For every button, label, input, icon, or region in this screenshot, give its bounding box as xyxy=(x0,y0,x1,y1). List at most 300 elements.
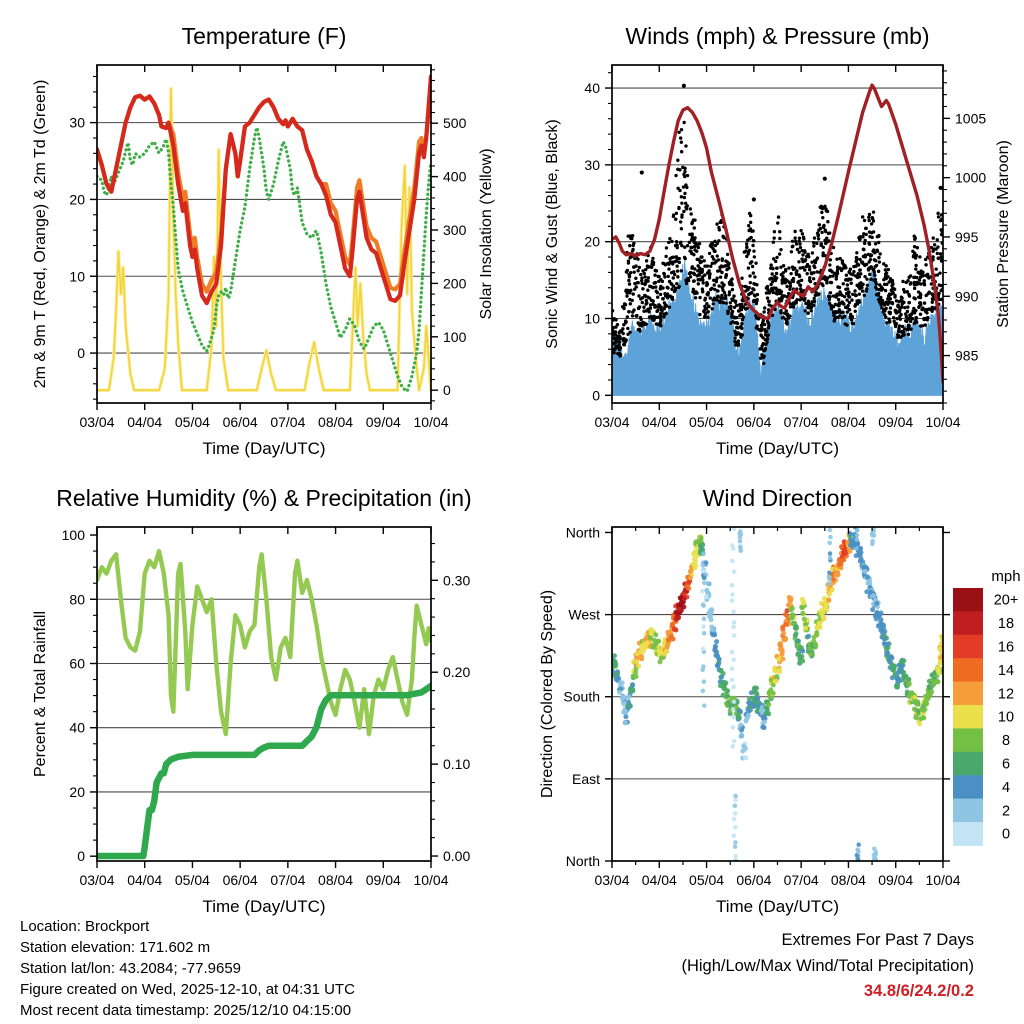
gust-dot xyxy=(863,239,866,242)
gust-dot xyxy=(851,315,854,318)
gust-dot xyxy=(861,235,864,238)
colorbar-tick-label: 10 xyxy=(997,709,1015,726)
gust-dot xyxy=(830,281,833,284)
gust-dot xyxy=(668,257,671,260)
gust-dot xyxy=(779,311,782,314)
gust-dot xyxy=(664,255,667,258)
direction-dot xyxy=(688,575,693,580)
direction-dot xyxy=(907,681,912,686)
gust-dot xyxy=(632,292,635,295)
gust-dot xyxy=(881,299,884,302)
x-tick-label: 07/04 xyxy=(270,872,306,888)
gust-dot xyxy=(701,290,704,293)
gust-dot xyxy=(838,267,841,270)
gust-dot xyxy=(628,291,631,294)
gust-dot xyxy=(860,286,863,289)
gust-dot xyxy=(645,259,648,262)
gust-dot xyxy=(816,256,819,259)
direction-dot xyxy=(733,811,738,816)
gust-dot xyxy=(874,259,877,262)
gust-dot xyxy=(877,241,880,244)
gust-dot xyxy=(923,283,926,286)
gust-dot xyxy=(885,272,888,275)
gust-dot xyxy=(874,242,877,245)
gust-dot xyxy=(732,294,735,297)
gust-dot xyxy=(702,310,705,313)
gust-dot xyxy=(684,257,687,260)
direction-dot xyxy=(730,666,735,671)
gust-dot xyxy=(905,290,908,293)
direction-dot xyxy=(738,709,743,714)
gust-dot xyxy=(774,292,777,295)
gust-dot xyxy=(852,270,855,273)
gust-dot xyxy=(867,219,870,222)
gust-dot xyxy=(639,273,642,276)
gust-dot xyxy=(659,324,662,327)
gust_outliers-dot xyxy=(640,170,644,174)
direction-dot xyxy=(856,842,861,847)
direction-dot xyxy=(754,686,759,691)
gust_outliers-dot xyxy=(752,197,756,201)
gust-dot xyxy=(766,296,769,299)
gust-dot xyxy=(752,271,755,274)
gust-dot xyxy=(702,281,705,284)
gust-dot xyxy=(789,285,792,288)
gust-dot xyxy=(686,244,689,247)
gust-dot xyxy=(719,296,722,299)
gust-dot xyxy=(858,275,861,278)
gust-dot xyxy=(703,273,706,276)
gust-dot xyxy=(795,298,798,301)
gust-dot xyxy=(823,239,826,242)
direction-dot xyxy=(682,596,687,601)
gust-dot xyxy=(642,306,645,309)
gust-dot xyxy=(882,262,885,265)
colorbar-cell xyxy=(953,588,983,612)
gust-dot xyxy=(661,280,664,283)
gust-dot xyxy=(697,246,700,249)
gust-dot xyxy=(782,264,785,267)
x-tick-label: 07/04 xyxy=(783,414,819,430)
gust-dot xyxy=(837,304,840,307)
gust-dot xyxy=(631,248,634,251)
gust-dot xyxy=(651,257,654,260)
colorbar-tick-label: 18 xyxy=(997,616,1015,633)
gust-dot xyxy=(924,258,927,261)
gust-dot xyxy=(895,311,898,314)
gust-dot xyxy=(784,278,787,281)
direction-dot xyxy=(676,607,681,612)
y-right-tick-label: 995 xyxy=(955,228,979,245)
gust-dot xyxy=(643,272,646,275)
gust-dot xyxy=(892,292,895,295)
direction-dot xyxy=(664,649,669,654)
y-axis-label-right: Station Pressure (Maroon) xyxy=(995,140,1012,328)
gust-dot xyxy=(674,287,677,290)
gust-dot xyxy=(937,215,940,218)
direction-dot xyxy=(772,668,777,673)
gust-dot xyxy=(875,264,878,267)
direction-dot xyxy=(855,537,860,542)
direction-dot xyxy=(738,723,743,728)
gust-dot xyxy=(739,333,742,336)
gust-dot xyxy=(811,251,814,254)
gust-dot xyxy=(919,292,922,295)
gust-dot xyxy=(614,325,617,328)
gust-dot xyxy=(686,174,689,177)
y-left-tick-label: 60 xyxy=(69,655,85,672)
gust-dot xyxy=(907,333,910,336)
y-axis-label-left: Sonic Wind & Gust (Blue, Black) xyxy=(544,119,561,349)
gust-dot xyxy=(628,275,631,278)
gust-dot xyxy=(866,284,869,287)
gust-dot xyxy=(914,267,917,270)
direction-dot xyxy=(895,679,900,684)
gust-dot xyxy=(909,282,912,285)
gust-dot xyxy=(805,265,808,268)
gust-dot xyxy=(741,299,744,302)
gust-dot xyxy=(850,298,853,301)
gust-dot xyxy=(858,269,861,272)
y-right-tick-label: 200 xyxy=(443,275,467,292)
gust-dot xyxy=(756,293,759,296)
direction-dot xyxy=(730,592,735,597)
gust-dot xyxy=(919,282,922,285)
x-tick-label: 10/04 xyxy=(413,872,449,888)
direction-dot xyxy=(733,844,738,849)
direction-dot xyxy=(820,610,825,615)
gust-dot xyxy=(702,259,705,262)
direction-dot xyxy=(828,535,833,540)
gust-dot xyxy=(886,297,889,300)
gust-dot xyxy=(829,304,832,307)
gust-dot xyxy=(625,294,628,297)
gust-dot xyxy=(854,294,857,297)
x-tick-label: 06/04 xyxy=(222,872,258,888)
gust-dot xyxy=(837,293,840,296)
gust-dot xyxy=(914,319,917,322)
x-axis-label: Time (Day/UTC) xyxy=(715,439,840,458)
gust-dot xyxy=(744,289,747,292)
direction-dot xyxy=(702,679,707,684)
gust-dot xyxy=(818,223,821,226)
gust-dot xyxy=(793,230,796,233)
gust-dot xyxy=(733,336,736,339)
gust-dot xyxy=(689,207,692,210)
y-left-tick-label: 0 xyxy=(77,848,85,865)
direction-dot xyxy=(793,633,798,638)
gust-dot xyxy=(824,278,827,281)
direction-dot xyxy=(874,850,879,855)
gust-dot xyxy=(683,196,686,199)
gust-dot xyxy=(928,275,931,278)
gust-dot xyxy=(637,294,640,297)
x-tick-label: 08/04 xyxy=(830,414,866,430)
gust-dot xyxy=(764,330,767,333)
gust-dot xyxy=(813,300,816,303)
gust-dot xyxy=(744,307,747,310)
gust-dot xyxy=(735,326,738,329)
gust-dot xyxy=(762,362,765,365)
gust-dot xyxy=(914,236,917,239)
gust-dot xyxy=(786,322,789,325)
gust-dot xyxy=(822,224,825,227)
y-left-tick-label: 20 xyxy=(584,233,600,250)
gust-dot xyxy=(637,281,640,284)
direction-dot xyxy=(731,725,736,730)
gust-dot xyxy=(907,301,910,304)
gust-dot xyxy=(936,212,939,215)
gust-dot xyxy=(799,246,802,249)
gust-dot xyxy=(862,255,865,258)
x-tick-label: 05/04 xyxy=(689,414,725,430)
gust-dot xyxy=(846,283,849,286)
gust-dot xyxy=(659,285,662,288)
gust-dot xyxy=(638,266,641,269)
gust-dot xyxy=(936,238,939,241)
gust-dot xyxy=(692,279,695,282)
x-tick-label: 04/04 xyxy=(641,872,677,888)
gust-dot xyxy=(636,269,639,272)
y-left-tick-label: 10 xyxy=(69,268,85,285)
gust-dot xyxy=(698,296,701,299)
gust-dot xyxy=(834,303,837,306)
gust-dot xyxy=(748,286,751,289)
gust-dot xyxy=(772,241,775,244)
gust-dot xyxy=(717,284,720,287)
extremes-title: Extremes For Past 7 Days xyxy=(781,931,974,949)
gust-dot xyxy=(885,283,888,286)
gust-dot xyxy=(624,303,627,306)
gust-dot xyxy=(666,286,669,289)
gust-dot xyxy=(773,230,776,233)
gust-dot xyxy=(740,308,743,311)
gust-dot xyxy=(787,280,790,283)
gust-dot xyxy=(845,298,848,301)
gust-dot xyxy=(812,244,815,247)
gust-dot xyxy=(777,215,780,218)
colorbar-tick-label: 16 xyxy=(997,639,1015,656)
gust-dot xyxy=(675,240,678,243)
gust-dot xyxy=(763,306,766,309)
direction-dot xyxy=(732,569,737,574)
y-left-tick-label: North xyxy=(565,524,600,541)
gust-dot xyxy=(798,236,801,239)
gust-dot xyxy=(936,245,939,248)
direction-dot xyxy=(740,749,745,754)
gust-dot xyxy=(730,297,733,300)
direction-dot xyxy=(628,688,633,693)
gust-dot xyxy=(933,243,936,246)
gust-dot xyxy=(720,271,723,274)
gust-dot xyxy=(692,218,695,221)
direction-dot xyxy=(630,683,635,688)
direction-dot xyxy=(789,607,794,612)
gust-dot xyxy=(735,316,738,319)
direction-dot xyxy=(739,532,744,537)
gust-dot xyxy=(656,296,659,299)
x-axis-label: Time (Day/UTC) xyxy=(202,897,326,916)
gust-dot xyxy=(785,285,788,288)
colorbar-cell xyxy=(953,822,983,846)
direction-dot xyxy=(731,609,736,614)
x-tick-label: 03/04 xyxy=(594,872,630,888)
gust-dot xyxy=(834,316,837,319)
gust-dot xyxy=(855,256,858,259)
gust-dot xyxy=(745,242,748,245)
chart-title: Winds (mph) & Pressure (mb) xyxy=(625,23,930,49)
gust-dot xyxy=(881,287,884,290)
gust-dot xyxy=(645,322,648,325)
gust-dot xyxy=(877,298,880,301)
gust-dot xyxy=(828,231,831,234)
gust-dot xyxy=(667,241,670,244)
gust-dot xyxy=(861,215,864,218)
gust-dot xyxy=(748,249,751,252)
gust-dot xyxy=(768,290,771,293)
gust-dot xyxy=(872,230,875,233)
gust-dot xyxy=(729,301,732,304)
y-right-tick-label: 0.00 xyxy=(443,848,471,865)
gust-dot xyxy=(710,243,713,246)
gust-dot xyxy=(689,212,692,215)
gust-dot xyxy=(622,306,625,309)
gust-dot xyxy=(693,267,696,270)
gust-dot xyxy=(919,269,922,272)
gust-dot xyxy=(720,264,723,267)
direction-dot xyxy=(746,713,751,718)
colorbar-cell xyxy=(953,611,983,635)
direction-dot xyxy=(639,654,644,659)
gust-dot xyxy=(676,275,679,278)
gust-dot xyxy=(799,229,802,232)
gust-dot xyxy=(897,327,900,330)
direction-dot xyxy=(700,589,705,594)
gust-dot xyxy=(715,222,718,225)
gust-dot xyxy=(924,323,927,326)
gust_outliers-dot xyxy=(823,177,827,181)
gust-dot xyxy=(654,285,657,288)
gust-dot xyxy=(880,306,883,309)
gust-dot xyxy=(706,293,709,296)
gust-dot xyxy=(914,309,917,312)
gust-dot xyxy=(837,298,840,301)
gust-dot xyxy=(854,310,857,313)
direction-dot xyxy=(803,626,808,631)
gust-dot xyxy=(923,301,926,304)
gust-dot xyxy=(791,303,794,306)
gust-dot xyxy=(779,248,782,251)
colorbar-tick-label: 14 xyxy=(997,662,1015,679)
y-right-tick-label: 400 xyxy=(443,168,467,185)
gust-dot xyxy=(877,256,880,259)
gust-dot xyxy=(764,333,767,336)
gust-dot xyxy=(812,277,815,280)
gust-dot xyxy=(848,295,851,298)
gust-dot xyxy=(683,170,686,173)
gust-dot xyxy=(680,141,683,144)
gust-dot xyxy=(848,308,851,311)
direction-dot xyxy=(701,563,706,568)
gust-dot xyxy=(867,260,870,263)
gust-dot xyxy=(909,313,912,316)
gust-dot xyxy=(777,288,780,291)
gust-dot xyxy=(716,289,719,292)
gust-dot xyxy=(644,279,647,282)
gust-dot xyxy=(854,303,857,306)
gust-dot xyxy=(628,256,631,259)
direction-dot xyxy=(814,633,819,638)
gust-dot xyxy=(653,274,656,277)
gust-dot xyxy=(762,355,765,358)
gust-dot xyxy=(873,274,876,277)
gust-dot xyxy=(814,261,817,264)
gust-dot xyxy=(703,315,706,318)
gust-dot xyxy=(680,195,683,198)
gust-dot xyxy=(770,272,773,275)
gust-dot xyxy=(676,269,679,272)
y-axis-label-left: Percent & Total Rainfall xyxy=(32,610,49,778)
gust-dot xyxy=(621,332,624,335)
gust-dot xyxy=(758,328,761,331)
gust-dot xyxy=(835,257,838,260)
direction-dot xyxy=(732,834,737,839)
direction-dot xyxy=(778,641,783,646)
plot-border xyxy=(97,65,431,403)
gust-dot xyxy=(829,258,832,261)
gust-dot xyxy=(855,251,858,254)
gust-dot xyxy=(797,260,800,263)
gust-dot xyxy=(791,245,794,248)
gust-dot xyxy=(785,309,788,312)
gust-dot xyxy=(828,263,831,266)
direction-dot xyxy=(701,689,706,694)
gust-dot xyxy=(862,248,865,251)
direction-dot xyxy=(645,641,650,646)
gust-dot xyxy=(850,318,853,321)
gust-dot xyxy=(670,282,673,285)
x-tick-label: 05/04 xyxy=(174,414,210,430)
gust-dot xyxy=(903,306,906,309)
gust-dot xyxy=(762,310,765,313)
gust-dot xyxy=(812,241,815,244)
gust-dot xyxy=(649,303,652,306)
gust-dot xyxy=(864,233,867,236)
gust-dot xyxy=(698,313,701,316)
gust-dot xyxy=(819,227,822,230)
direction-dot xyxy=(836,572,841,577)
gust-dot xyxy=(906,305,909,308)
direction-dot xyxy=(626,695,631,700)
direction-dot xyxy=(800,611,805,616)
gust-dot xyxy=(802,236,805,239)
gust-dot xyxy=(808,265,811,268)
gust-dot xyxy=(673,260,676,263)
gust-dot xyxy=(692,253,695,256)
gust-dot xyxy=(745,285,748,288)
gust-dot xyxy=(803,309,806,312)
gust-dot xyxy=(906,310,909,313)
y-left-tick-label: 40 xyxy=(584,80,600,97)
direction-dot xyxy=(672,626,677,631)
gust-dot xyxy=(792,280,795,283)
gust-dot xyxy=(640,276,643,279)
gust-dot xyxy=(921,273,924,276)
gust-dot xyxy=(740,276,743,279)
gust-dot xyxy=(937,292,940,295)
gust-dot xyxy=(913,287,916,290)
gust-dot xyxy=(643,275,646,278)
